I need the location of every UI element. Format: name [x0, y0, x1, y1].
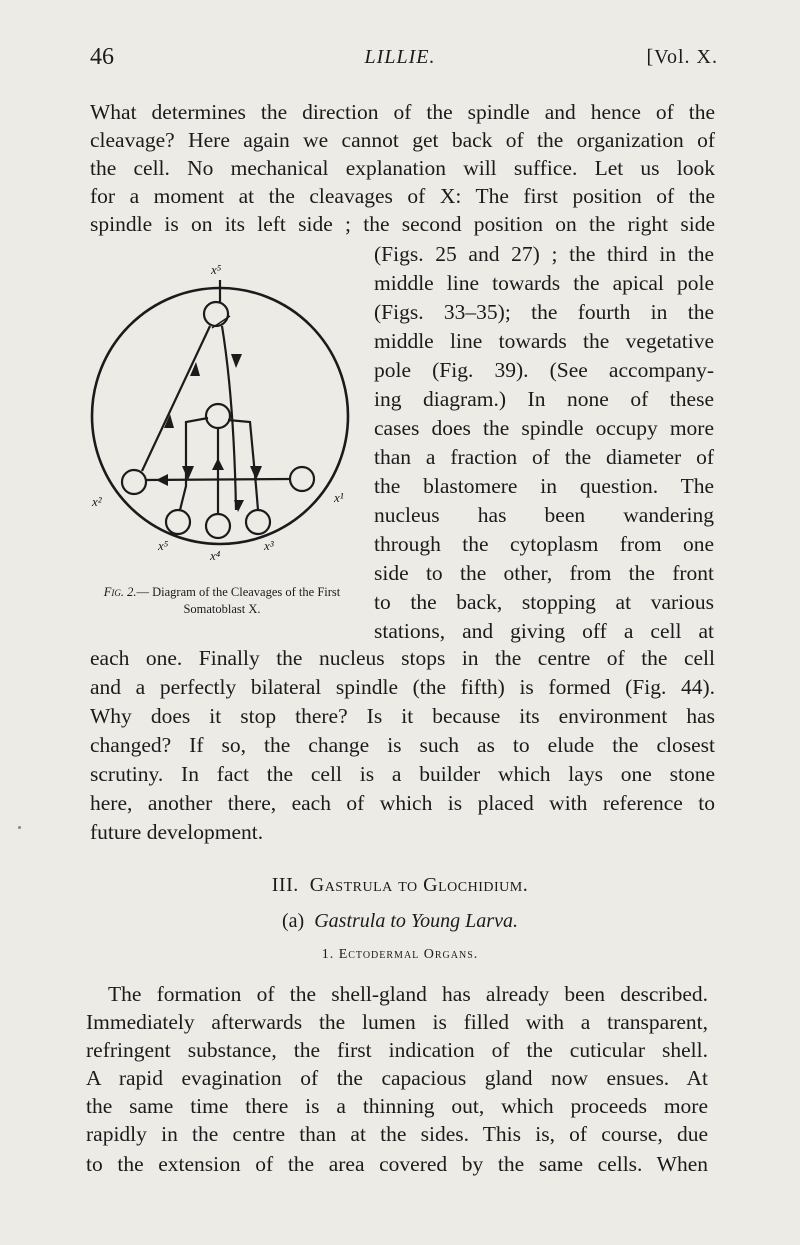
text-line: through the cytoplasm from one [374, 532, 714, 556]
text-line: to the extension of the area covered by the same cells. When [86, 1152, 708, 1176]
label-bottom-mid: x⁴ [210, 548, 221, 563]
text-line: scrutiny. In fact the cell is a builder which lays one stone [90, 762, 715, 786]
text-line: changed? If so, the change is such as to elude the closest [90, 733, 715, 757]
page-header [0, 44, 800, 78]
cleavage-diagram-svg [86, 250, 356, 580]
text-line: future development. [90, 820, 264, 844]
figure-caption-label: Fig. 2. [103, 585, 137, 599]
text-line: the same time there is a thinning out, which proceeds more [86, 1094, 708, 1118]
path-branch [180, 418, 208, 510]
arrow-head [182, 466, 194, 480]
text-line: The formation of the shell-gland has already been described. [108, 982, 708, 1006]
label-right: x¹ [334, 490, 344, 505]
text-line: pole (Fig. 39). (See accompany- [374, 358, 714, 382]
text-line: for a moment at the cleavages of X: The first position of the [90, 184, 715, 208]
text-line: cases does the spindle occupy more [374, 416, 714, 440]
text-line: (Figs. 33–35); the fourth in the [374, 300, 714, 324]
subsection-heading [0, 910, 800, 933]
subsection-title: Gastrula to Young Larva. [314, 910, 518, 932]
text-line: refringent substance, the first indication of the cuticular shell. [86, 1038, 708, 1062]
page-number: 46 [90, 44, 114, 70]
text-line: and a perfectly bilateral spindle (the fifth) is formed (Fig. 44). [90, 675, 715, 699]
text-line: stations, and giving off a cell at [374, 619, 714, 643]
text-line: to the back, stopping at various [374, 590, 714, 614]
text-line: rapidly in the centre than at the sides. This is, of course, due [86, 1122, 708, 1146]
text-line: nucleus has been wandering [374, 503, 714, 527]
volume-label: [Vol. X. [646, 46, 718, 68]
arrow-head [212, 458, 224, 470]
text-line: What determines the direction of the spindle and hence of the [90, 100, 715, 124]
text-line: cleavage? Here again we cannot get back of the organization of [90, 128, 715, 152]
nucleus-position [290, 467, 314, 491]
text-line: than a fraction of the diameter of [374, 445, 714, 469]
nucleus-position [246, 510, 270, 534]
text-line: Why does it stop there? Is it because its environment has [90, 704, 715, 728]
label-bottom-left: x⁵ [158, 538, 169, 553]
text-line: the blastomere in question. The [374, 474, 714, 498]
text-line: side to the other, from the front [374, 561, 714, 585]
text-line: (Figs. 25 and 27) ; the third in the [374, 242, 714, 266]
label-top: x⁵ [211, 262, 222, 277]
arrow-head [250, 466, 262, 480]
label-left: x² [92, 494, 102, 509]
paper-speck [18, 826, 21, 829]
nucleus-position [122, 470, 146, 494]
subsection-mark: (a) [282, 910, 305, 932]
figure-caption [88, 584, 356, 618]
path-to-left [142, 326, 210, 471]
text-line: middle line towards the vegetative [374, 329, 714, 353]
text-line: middle line towards the apical pole [374, 271, 714, 295]
text-line: Immediately afterwards the lumen is filled with a transparent, [86, 1010, 708, 1034]
text-line: ing diagram.) In none of these [374, 387, 714, 411]
arrow-head [231, 354, 242, 368]
text-line: each one. Finally the nucleus stops in the centre of the cell [90, 646, 715, 670]
arrow-head [156, 474, 168, 486]
section-heading [0, 874, 800, 897]
nucleus-position [206, 404, 230, 428]
text-line: spindle is on its left side ; the second position on the right side [90, 212, 715, 236]
text-line: A rapid evagination of the capacious gland now ensues. At [86, 1066, 708, 1090]
text-line: the cell. No mechanical explanation will suffice. Let us look [90, 156, 715, 180]
label-bottom-right: x³ [264, 538, 274, 553]
figure-caption-text: — Diagram of the Cleavages of the First Somatoblast X. [136, 585, 341, 616]
nucleus-position [166, 510, 190, 534]
nucleus-position [204, 302, 228, 326]
running-head: LILLIE. [364, 46, 436, 68]
text-line: here, another there, each of which is placed with reference to [90, 791, 715, 815]
section-number: III. [271, 874, 299, 896]
cleavage-diagram [86, 250, 356, 610]
subheading: 1. Ectodermal Organs. [321, 947, 479, 962]
section-title: Gastrula to Glochidium. [309, 874, 529, 896]
nucleus-position [206, 514, 230, 538]
